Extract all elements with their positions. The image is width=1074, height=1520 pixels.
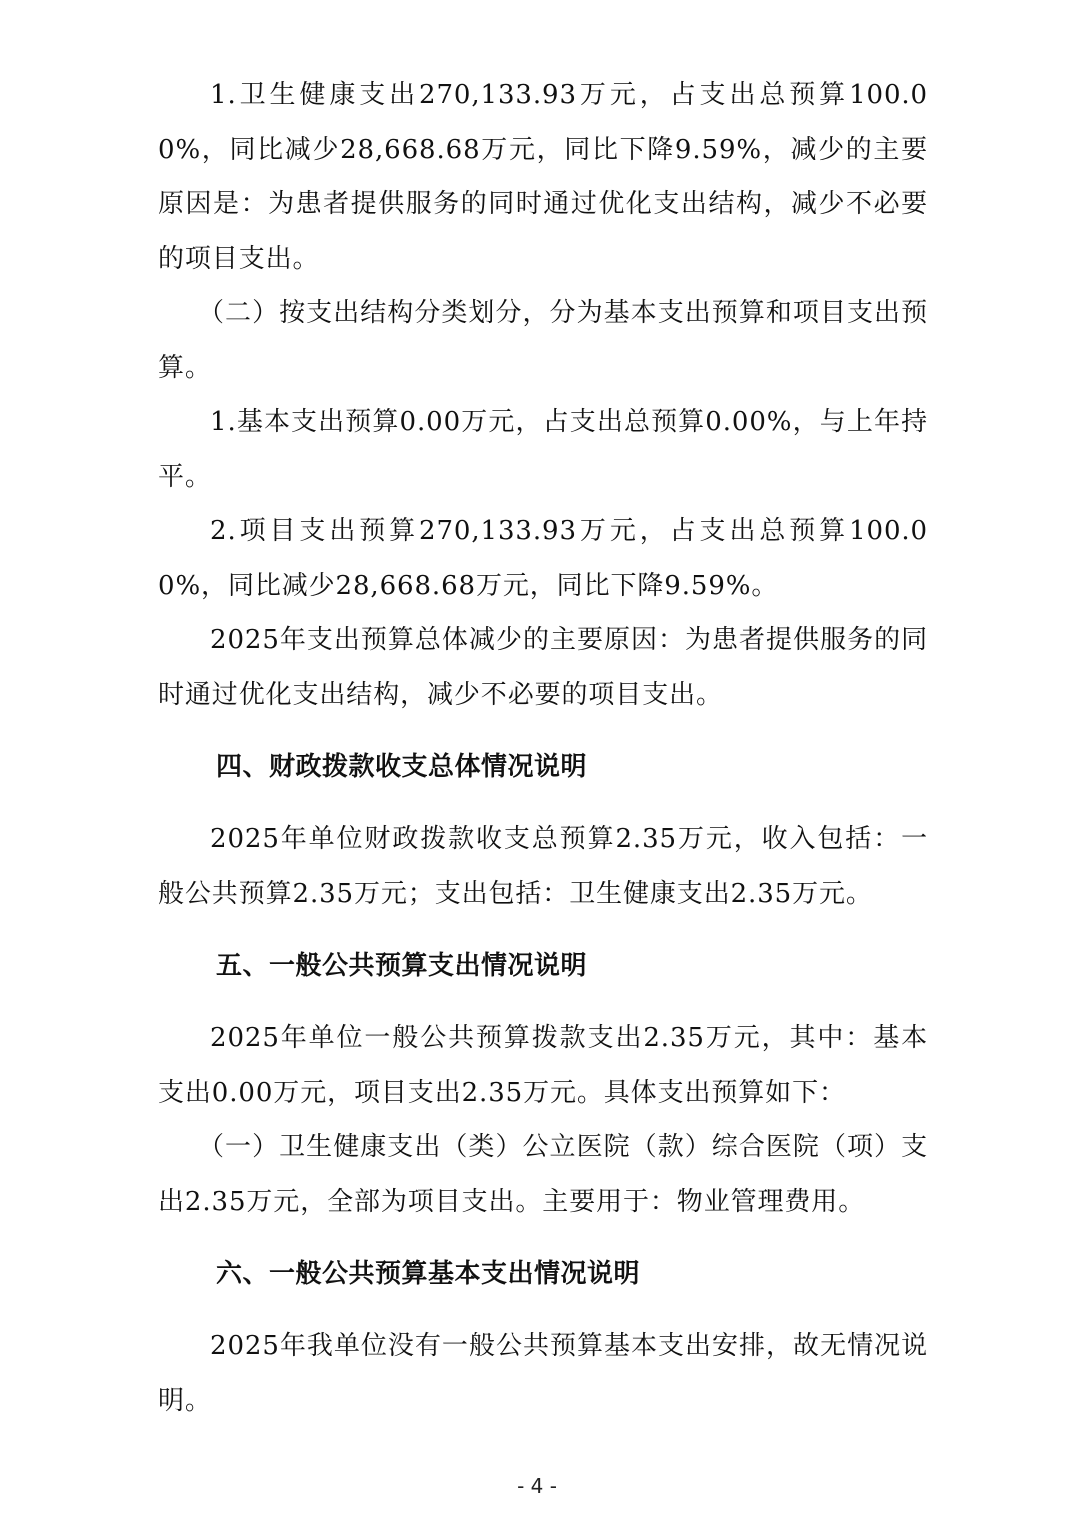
paragraph-general-budget-item: （一）卫生健康支出（类）公立医院（款）综合医院（项）支出2.35万元，全部为项目支出。主要用于：物业管理费用。 <box>158 1132 928 1217</box>
paragraph-general-budget: 2025年单位一般公共预算拨款支出2.35万元，其中：基本支出0.00万元，项目支出2.35万元。具体支出预算如下： <box>158 1023 928 1108</box>
section-heading-fiscal-overview: 四、财政拨款收支总体情况说明 <box>216 752 588 782</box>
paragraph-basic-expenditure: 1.基本支出预算0.00万元，占支出总预算0.00%，与上年持平。 <box>158 407 928 492</box>
page-number: - 4 - <box>517 1474 557 1498</box>
paragraph-structure-classification: （二）按支出结构分类划分，分为基本支出预算和项目支出预算。 <box>158 298 928 383</box>
document-body <box>158 68 928 1428</box>
section-heading-general-budget: 五、一般公共预算支出情况说明 <box>216 951 588 981</box>
paragraph-health-expenditure: 1.卫生健康支出270,133.93万元，占支出总预算100.00%，同比减少28,668.68万元，同比下降9.59%，减少的主要原因是：为患者提供服务的同时通过优化支出结构，减少不必要的项目支出。 <box>158 80 928 274</box>
paragraph-project-expenditure: 2.项目支出预算270,133.93万元，占支出总预算100.00%，同比减少28,668.68万元，同比下降9.59%。 <box>158 516 928 601</box>
paragraph-decrease-reason: 2025年支出预算总体减少的主要原因：为患者提供服务的同时通过优化支出结构，减少不必要的项目支出。 <box>158 625 928 710</box>
paragraph-basic-budget: 2025年我单位没有一般公共预算基本支出安排，故无情况说明。 <box>158 1331 928 1416</box>
paragraph-fiscal-overview: 2025年单位财政拨款收支总预算2.35万元，收入包括：一般公共预算2.35万元；支出包括：卫生健康支出2.35万元。 <box>158 824 928 909</box>
section-heading-basic-budget: 六、一般公共预算基本支出情况说明 <box>216 1259 641 1289</box>
